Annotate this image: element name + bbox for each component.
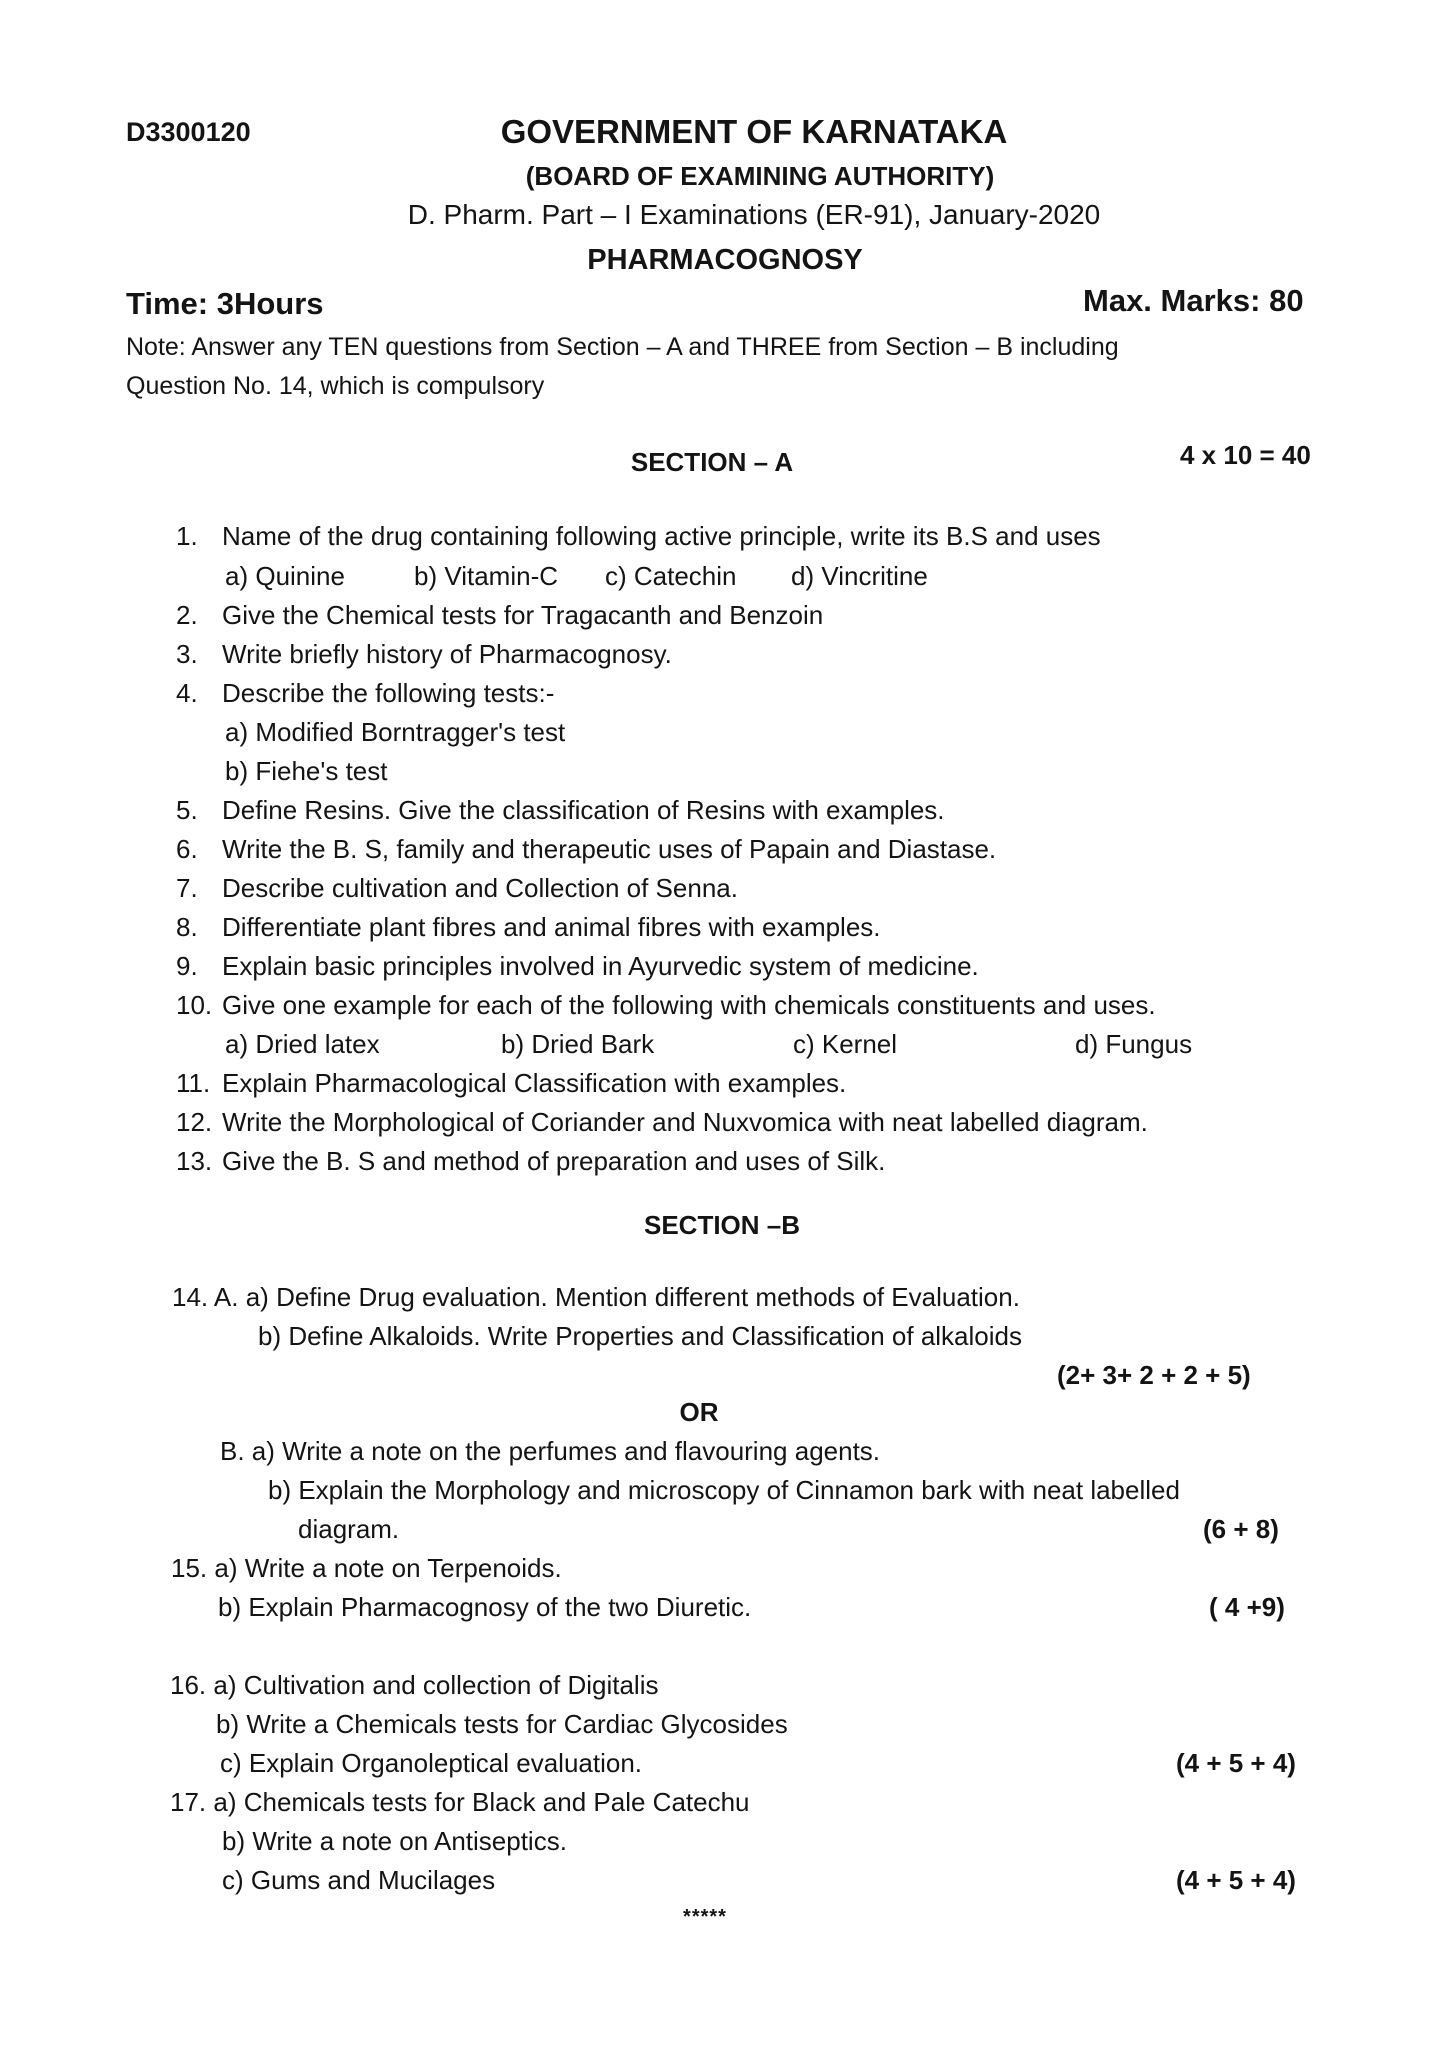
question-1	[176, 521, 1101, 552]
question-text: Name of the drug containing following active principle, write its B.S and uses	[222, 521, 1101, 551]
question-14-a-marks: (2+ 3+ 2 + 2 + 5)	[1057, 1360, 1251, 1390]
question-number: 2.	[176, 600, 198, 630]
question-15-a: 15. a) Write a note on Terpenoids.	[171, 1553, 562, 1583]
question-text: Write the B. S, family and therapeutic uses of Papain and Diastase.	[222, 834, 997, 864]
question-14-b-b: b) Explain the Morphology and microscopy of Cinnamon bark with neat labelled	[268, 1475, 1180, 1505]
q10-option-c: c) Kernel	[793, 1029, 898, 1059]
question-12	[176, 1107, 1148, 1138]
question-number: 10.	[176, 990, 213, 1020]
question-text: Give one example for each of the following with chemicals constituents and uses.	[222, 990, 1156, 1020]
max-marks-label: Max. Marks: 80	[1083, 283, 1304, 318]
question-number: 12.	[176, 1107, 213, 1137]
question-text: Define Resins. Give the classification of Resins with examples.	[222, 795, 945, 825]
question-14-b-a: B. a) Write a note on the perfumes and flavouring agents.	[220, 1436, 881, 1466]
exam-title: D. Pharm. Part – I Examinations (ER-91), January-2020	[407, 199, 1101, 230]
q1-option-a: a) Quinine	[225, 561, 345, 591]
question-16-a: 16. a) Cultivation and collection of Digitalis	[170, 1670, 659, 1700]
question-5	[176, 795, 945, 826]
q1-option-b: b) Vitamin-C	[414, 561, 559, 591]
section-b-title: SECTION –B	[643, 1210, 801, 1240]
q4-option-a: a) Modified Borntragger's test	[225, 717, 566, 747]
question-text: Give the B. S and method of preparation and uses of Silk.	[222, 1146, 886, 1176]
question-text: Describe cultivation and Collection of Senna.	[222, 873, 738, 903]
question-text: Differentiate plant fibres and animal fibres with examples.	[222, 912, 881, 942]
question-number: 4.	[176, 678, 198, 708]
note-line-2: Question No. 14, which is compulsory	[126, 372, 545, 400]
question-14-a-a: 14. A. a) Define Drug evaluation. Mention different methods of Evaluation.	[172, 1282, 1020, 1312]
question-number: 1.	[176, 521, 198, 551]
q10-option-a: a) Dried latex	[225, 1029, 380, 1059]
question-15-marks: ( 4 +9)	[1209, 1592, 1285, 1622]
question-16-marks: (4 + 5 + 4)	[1176, 1748, 1296, 1778]
question-2	[176, 600, 823, 631]
question-number: 11.	[176, 1068, 211, 1098]
question-number: 9.	[176, 951, 198, 981]
question-11	[176, 1068, 846, 1099]
section-a-title: SECTION – A	[630, 447, 794, 477]
question-17-marks: (4 + 5 + 4)	[1176, 1865, 1296, 1895]
question-14-b-b-cont: diagram.	[298, 1514, 400, 1544]
question-9	[176, 951, 979, 982]
question-16-b: b) Write a Chemicals tests for Cardiac Glycosides	[216, 1709, 788, 1739]
subject-title: PHARMACOGNOSY	[587, 244, 863, 276]
question-text: Explain Pharmacological Classification with examples.	[222, 1068, 847, 1098]
paper-code: D3300120	[126, 117, 251, 147]
question-3	[176, 639, 672, 670]
end-marker: *****	[683, 1906, 727, 1928]
question-17-a: 17. a) Chemicals tests for Black and Pale Catechu	[170, 1787, 750, 1817]
q1-option-c: c) Catechin	[605, 561, 737, 591]
question-number: 3.	[176, 639, 198, 669]
question-17-c: c) Gums and Mucilages	[222, 1865, 496, 1895]
note-line-1: Note: Answer any TEN questions from Section – A and THREE from Section – B including	[126, 333, 1119, 361]
question-number: 6.	[176, 834, 198, 864]
question-17-b: b) Write a note on Antiseptics.	[222, 1826, 567, 1856]
question-7	[176, 873, 738, 904]
q10-option-b: b) Dried Bark	[501, 1029, 655, 1059]
q1-option-d: d) Vincritine	[791, 561, 928, 591]
time-label: Time: 3Hours	[126, 286, 324, 321]
header-subtitle: (BOARD OF EXAMINING AUTHORITY)	[525, 161, 995, 191]
question-14-a-b: b) Define Alkaloids. Write Properties and Classification of alkaloids	[258, 1321, 1022, 1351]
question-number: 7.	[176, 873, 198, 903]
question-text: Describe the following tests:-	[222, 678, 555, 708]
question-number: 8.	[176, 912, 198, 942]
question-13	[176, 1146, 885, 1177]
q10-option-d: d) Fungus	[1075, 1029, 1193, 1059]
question-text: Write the Morphological of Coriander and Nuxvomica with neat labelled diagram.	[222, 1107, 1148, 1137]
question-4	[176, 678, 554, 709]
question-text: Write briefly history of Pharmacognosy.	[222, 639, 672, 669]
q4-option-b: b) Fiehe's test	[225, 756, 388, 786]
section-a-marks: 4 x 10 = 40	[1180, 440, 1311, 470]
question-10	[176, 990, 1156, 1021]
header-title: GOVERNMENT OF KARNATAKA	[500, 113, 1008, 150]
question-text: Give the Chemical tests for Tragacanth and Benzoin	[222, 600, 824, 630]
question-16-c: c) Explain Organoleptical evaluation.	[220, 1748, 643, 1778]
question-text: Explain basic principles involved in Ayurvedic system of medicine.	[222, 951, 979, 981]
question-number: 13.	[176, 1146, 213, 1176]
question-number: 5.	[176, 795, 198, 825]
question-8	[176, 912, 881, 943]
question-15-b: b) Explain Pharmacognosy of the two Diuretic.	[218, 1592, 752, 1622]
question-6	[176, 834, 996, 865]
question-14-b-marks: (6 + 8)	[1203, 1514, 1279, 1544]
or-divider: OR	[679, 1397, 719, 1427]
